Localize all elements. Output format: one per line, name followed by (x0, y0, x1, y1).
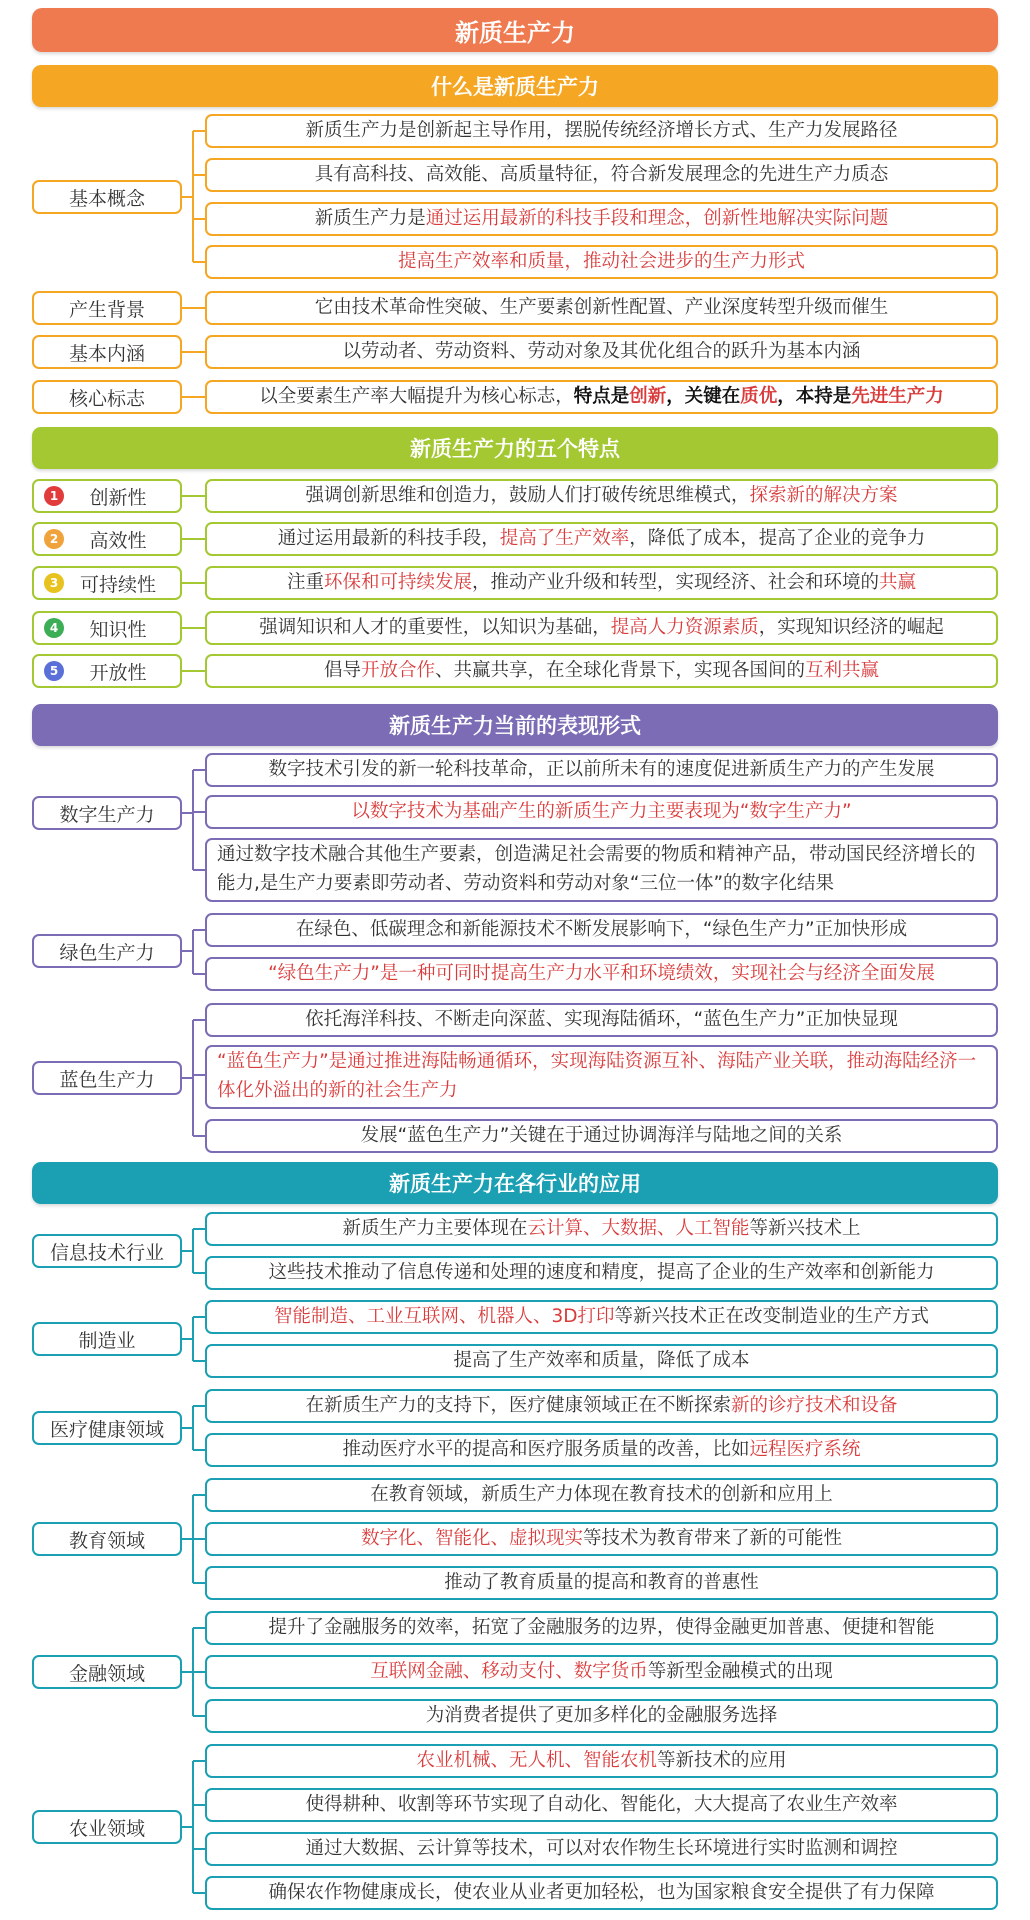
blue-row-3: 发展“蓝色生产力”关键在于通过协调海洋与陆地之间的关系 (205, 1119, 998, 1153)
feature-text: 注重 (286, 571, 324, 593)
feature-text: ，降低了成本，提高了企业的竞争力 (629, 527, 926, 549)
feature-highlight: 环保和可持续发展 (323, 571, 472, 593)
digital-row-1: 数字技术引发的新一轮科技革命，正以前所未有的速度促进新质生产力的产生发展 (205, 753, 998, 787)
label-it-industry: 信息技术行业 (32, 1234, 182, 1268)
feature-row-efficient (205, 522, 998, 556)
green-row-1: 在绿色、低碳理念和新能源技术不断发展影响下，“绿色生产力”正加快形成 (205, 913, 998, 947)
feature-text: 、共赢共享，在全球化背景下，实现各国间的 (435, 659, 806, 681)
core-sign-red-1: 创新 (629, 385, 667, 407)
label-education: 教育领域 (32, 1522, 182, 1556)
finance-row-2 (205, 1655, 998, 1689)
section-header-forms: 新质生产力当前的表现形式 (32, 704, 998, 746)
manufacturing-highlight: 智能制造、工业互联网、机器人、3D打印 (273, 1305, 615, 1327)
core-sign-bold-3: ，本持是 (777, 385, 852, 407)
feature-label-open (32, 654, 182, 688)
it-row-1-highlight: 云计算、大数据、人工智能 (527, 1217, 750, 1239)
section-header-what-is: 什么是新质生产力 (32, 65, 998, 107)
feature-highlight: 共赢 (879, 571, 917, 593)
core-sign-red-3: 先进生产力 (851, 385, 944, 407)
core-sign-bold-1: 特点是 (573, 385, 630, 407)
finance-text: 等新型金融模式的出现 (647, 1660, 833, 1682)
feature-highlight: 提高了生产效率 (499, 527, 630, 549)
healthcare-text: 推动医疗水平的提高和医疗服务质量的改善，比如 (342, 1438, 750, 1460)
it-row-2: 这些技术推动了信息传递和处理的速度和精度，提高了企业的生产效率和创新能力 (205, 1256, 998, 1290)
agriculture-row-4: 确保农作物健康成长，使农业从业者更加轻松，也为国家粮食安全提供了有力保障 (205, 1876, 998, 1910)
concept-row-4: 提高生产效率和质量，推动社会进步的生产力形式 (205, 245, 998, 279)
finance-row-3: 为消费者提供了更加多样化的金融服务选择 (205, 1699, 998, 1733)
it-row-1 (205, 1212, 998, 1246)
feature-label-text: 高效性 (89, 529, 147, 552)
label-blue-productivity: 蓝色生产力 (32, 1061, 182, 1095)
feature-label-text: 开放性 (89, 661, 147, 684)
number-5-icon: 5 (44, 661, 64, 681)
number-1-icon: 1 (44, 486, 64, 506)
agriculture-row-1 (205, 1744, 998, 1778)
label-green-productivity: 绿色生产力 (32, 934, 182, 968)
education-row-3: 推动了教育质量的提高和教育的普惠性 (205, 1566, 998, 1600)
number-2-icon: 2 (44, 529, 64, 549)
label-background: 产生背景 (32, 291, 182, 325)
core-sign-red-2: 质优 (740, 385, 778, 407)
feature-row-sustainable (205, 566, 998, 600)
page-title: 新质生产力 (32, 8, 998, 52)
blue-row-2: “蓝色生产力”是通过推进海陆畅通循环，实现海陆资源互补、海陆产业关联，推动海陆经济一体化外溢出的新的社会生产力 (205, 1045, 998, 1109)
feature-text: 强调创新思维和创造力，鼓励人们打破传统思维模式， (305, 484, 750, 506)
core-sign-text: 以全要素生产率大幅提升为核心标志， (259, 385, 574, 407)
finance-highlight: 互联网金融、移动支付、数字货币 (370, 1660, 648, 1682)
background-row: 它由技术革命性突破、生产要素创新性配置、产业深度转型升级而催生 (205, 291, 998, 325)
feature-label-innovative (32, 479, 182, 513)
feature-row-knowledge (205, 611, 998, 645)
number-4-icon: 4 (44, 618, 64, 638)
manufacturing-text: 等新兴技术正在改变制造业的生产方式 (614, 1305, 930, 1327)
agriculture-highlight: 农业机械、无人机、智能农机 (416, 1749, 657, 1771)
digital-row-2: 以数字技术为基础产生的新质生产力主要表现为“数字生产力” (205, 795, 998, 829)
education-text: 等技术为教育带来了新的可能性 (583, 1527, 843, 1549)
it-row-1-text: 新质生产力主要体现在 (342, 1217, 528, 1239)
healthcare-highlight: 远程医疗系统 (749, 1438, 861, 1460)
label-manufacturing: 制造业 (32, 1322, 182, 1356)
blue-row-1: 依托海洋科技、不断走向深蓝、实现海陆循环，“蓝色生产力”正加快显现 (205, 1003, 998, 1037)
feature-text: 强调知识和人才的重要性，以知识为基础， (259, 616, 611, 638)
core-sign-row (205, 380, 998, 414)
concept-row-3 (205, 202, 998, 236)
agriculture-row-2: 使得耕种、收割等环节实现了自动化、智能化，大大提高了农业生产效率 (205, 1788, 998, 1822)
concept-row-3-highlight: 通过运用最新的科技手段和理念，创新性地解决实际问题 (425, 207, 889, 229)
label-agriculture: 农业领域 (32, 1810, 182, 1844)
concept-row-2: 具有高科技、高效能、高质量特征，符合新发展理念的先进生产力质态 (205, 158, 998, 192)
number-3-icon: 3 (44, 573, 64, 593)
education-highlight: 数字化、智能化、虚拟现实 (360, 1527, 583, 1549)
feature-text: 倡导 (323, 659, 361, 681)
healthcare-highlight: 新的诊疗技术和设备 (731, 1394, 898, 1416)
feature-label-text: 可持续性 (79, 573, 156, 596)
core-sign-bold-2: ，关键在 (666, 385, 741, 407)
feature-highlight: 提高人力资源素质 (610, 616, 759, 638)
feature-row-open (205, 654, 998, 688)
finance-row-1: 提升了金融服务的效率，拓宽了金融服务的边界，使得金融更加普惠、便捷和智能 (205, 1611, 998, 1645)
feature-highlight: 探索新的解决方案 (749, 484, 898, 506)
green-row-2: “绿色生产力”是一种可同时提高生产力水平和环境绩效，实现社会与经济全面发展 (205, 957, 998, 991)
healthcare-row-2 (205, 1433, 998, 1467)
feature-highlight: 互利共赢 (805, 659, 880, 681)
feature-label-text: 创新性 (89, 486, 147, 509)
digital-row-3: 通过数字技术融合其他生产要素，创造满足社会需要的物质和精神产品，带动国民经济增长的能力,是生产力要素即劳动者、劳动资料和劳动对象“三位一体”的数字化结果 (205, 838, 998, 902)
label-connotation: 基本内涵 (32, 335, 182, 369)
manufacturing-row-1 (205, 1300, 998, 1334)
education-row-2 (205, 1522, 998, 1556)
education-row-1: 在教育领域，新质生产力体现在教育技术的创新和应用上 (205, 1478, 998, 1512)
manufacturing-row-2: 提高了生产效率和质量，降低了成本 (205, 1344, 998, 1378)
section-header-five-features: 新质生产力的五个特点 (32, 427, 998, 469)
label-core-sign: 核心标志 (32, 380, 182, 414)
feature-label-efficient (32, 522, 182, 556)
feature-row-innovative (205, 479, 998, 513)
feature-text: 通过运用最新的科技手段， (277, 527, 500, 549)
feature-label-sustainable (32, 566, 182, 600)
feature-text: ，推动产业升级和转型，实现经济、社会和环境的 (472, 571, 880, 593)
healthcare-row-1 (205, 1389, 998, 1423)
label-healthcare: 医疗健康领域 (32, 1411, 182, 1445)
feature-label-knowledge (32, 611, 182, 645)
connotation-row: 以劳动者、劳动资料、劳动对象及其优化组合的跃升为基本内涵 (205, 335, 998, 369)
section-header-industries: 新质生产力在各行业的应用 (32, 1162, 998, 1204)
feature-highlight: 开放合作 (360, 659, 435, 681)
it-row-1-text: 等新兴技术上 (749, 1217, 861, 1239)
label-finance: 金融领域 (32, 1655, 182, 1689)
label-basic-concept: 基本概念 (32, 180, 182, 214)
label-digital-productivity: 数字生产力 (32, 796, 182, 830)
concept-row-3-text: 新质生产力是 (314, 207, 426, 229)
agriculture-text: 等新技术的应用 (657, 1749, 787, 1771)
concept-row-1: 新质生产力是创新起主导作用，摆脱传统经济增长方式、生产力发展路径 (205, 114, 998, 148)
healthcare-text: 在新质生产力的支持下，医疗健康领域正在不断探索 (305, 1394, 731, 1416)
agriculture-row-3: 通过大数据、云计算等技术，可以对农作物生长环境进行实时监测和调控 (205, 1832, 998, 1866)
feature-label-text: 知识性 (89, 618, 147, 641)
feature-text: ，实现知识经济的崛起 (758, 616, 944, 638)
